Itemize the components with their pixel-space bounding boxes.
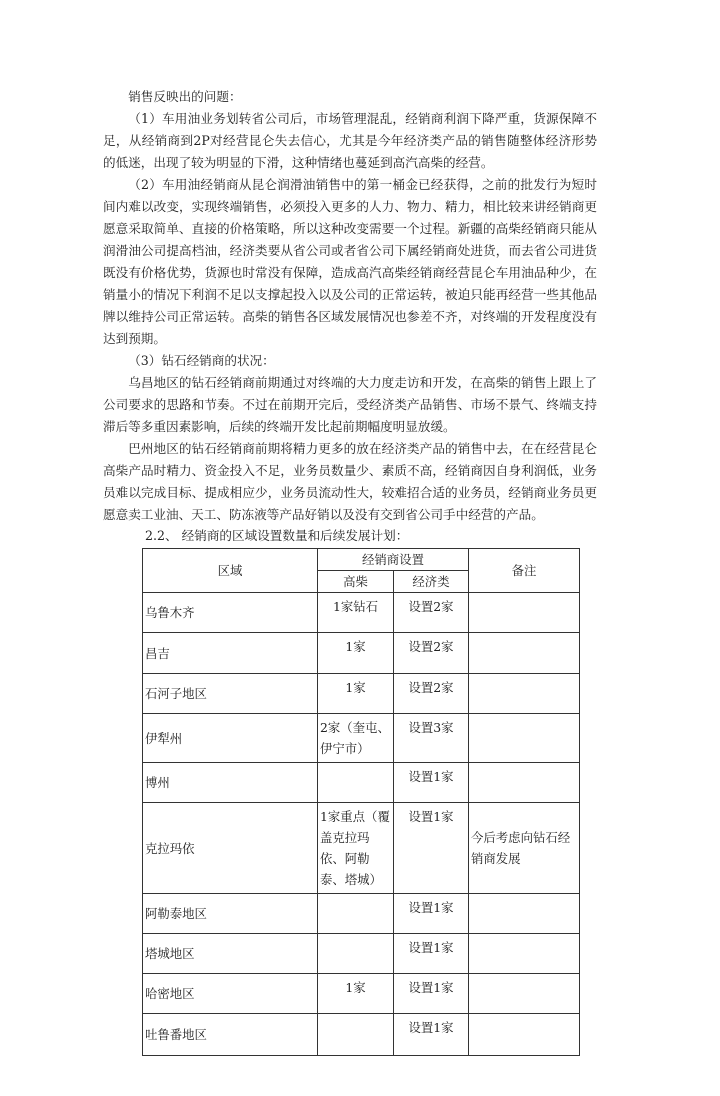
cell-high-diesel: 1家重点（覆盖克拉玛依、阿勒泰、塔城） [318, 803, 394, 894]
header-remarks: 备注 [469, 549, 580, 593]
cell-economy: 设置3家 [394, 714, 469, 763]
cell-high-diesel [318, 894, 394, 934]
cell-remarks [469, 674, 580, 714]
cell-remarks [469, 633, 580, 674]
cell-economy: 设置2家 [394, 633, 469, 674]
cell-high-diesel [318, 934, 394, 974]
paragraph: （3）钻石经销商的状况： [128, 353, 275, 368]
header-economy: 经济类 [394, 571, 469, 593]
cell-economy: 设置1家 [394, 894, 469, 934]
cell-region: 塔城地区 [143, 934, 318, 974]
cell-region: 石河子地区 [143, 674, 318, 714]
cell-economy: 设置1家 [394, 974, 469, 1014]
table-row [143, 714, 580, 763]
cell-economy: 设置2家 [394, 593, 469, 633]
cell-high-diesel [318, 1014, 394, 1056]
cell-remarks [469, 894, 580, 934]
cell-region: 博州 [143, 763, 318, 803]
document-body [103, 0, 597, 1096]
cell-region: 乌鲁木齐 [143, 593, 318, 633]
table-row [143, 674, 580, 714]
table-row [143, 763, 580, 803]
paragraph-heading: 销售反映出的问题： [128, 89, 242, 104]
cell-economy: 设置2家 [394, 674, 469, 714]
paragraph: （2）车用油经销商从昆仑润滑油销售中的第一桶金已经获得，之前的批发行为短时间内难以改变，实现终端销售，必须投入更多的人力、物力、精力，相比较来讲经销商更愿意采取简单、直接的价格策略，所以这种改变需要一个过程。新疆的高柴经销商只能从润滑油公司提高档油，经济类要从省公司或者省公司下属经销商处进货，而去省公司进货既没有价格优势，货源也时常没有保障，造成高汽高柴经销商经营昆仑车用油品种少，在销量小的情况下利润不足以支撑起投入以及公司的正常运转，被迫只能再经营一些其他品牌以维持公司正常运转。高柴的销售各区域发展情况也参差不齐，对终端的开发程度没有达到预期。 [103, 177, 597, 346]
dealer-region-table [142, 548, 580, 1056]
table-row [143, 803, 580, 894]
table-row [143, 633, 580, 674]
cell-remarks [469, 714, 580, 763]
cell-remarks [469, 593, 580, 633]
cell-region: 吐鲁番地区 [143, 1014, 318, 1056]
cell-economy: 设置1家 [394, 803, 469, 894]
table-row [143, 934, 580, 974]
paragraph: 乌昌地区的钻石经销商前期通过对终端的大力度走访和开发，在高柴的销售上跟上了公司要求的思路和节奏。不过在前期开完后，受经济类产品销售、市场不景气、终端支持滞后等多重因素影响，后续的终端开发比起前期幅度明显放缓。 [103, 375, 597, 434]
header-dealer-setup: 经销商设置 [318, 549, 469, 571]
cell-region: 克拉玛依 [143, 803, 318, 894]
cell-high-diesel: 1家钻石 [318, 593, 394, 633]
table-row [143, 894, 580, 934]
section-title: 2.2、 经销商的区域设置数量和后续发展计划： [145, 528, 409, 543]
cell-remarks [469, 1014, 580, 1056]
cell-region: 阿勒泰地区 [143, 894, 318, 934]
table-row [143, 974, 580, 1014]
cell-remarks [469, 934, 580, 974]
cell-economy: 设置1家 [394, 1014, 469, 1056]
cell-region: 伊犁州 [143, 714, 318, 763]
cell-high-diesel: 1家 [318, 974, 394, 1014]
table-row [143, 593, 580, 633]
header-region: 区域 [143, 549, 318, 593]
cell-region: 昌吉 [143, 633, 318, 674]
cell-high-diesel: 1家 [318, 633, 394, 674]
cell-high-diesel [318, 763, 394, 803]
cell-remarks: 今后考虑向钻石经销商发展 [469, 803, 580, 894]
paragraph: 巴州地区的钻石经销商前期将精力更多的放在经济类产品的销售中去，在在经营昆仑高柴产品时精力、资金投入不足，业务员数量少、素质不高，经销商因自身利润低，业务员难以完成目标、提成相应少，业务员流动性大，较难招合适的业务员，经销商业务员更愿意卖工业油、天工、防冻液等产品好销以及没有交到省公司手中经营的产品。 [103, 441, 597, 522]
cell-high-diesel: 2家（奎屯、伊宁市） [318, 714, 394, 763]
table-row [143, 1014, 580, 1056]
cell-remarks [469, 763, 580, 803]
cell-region: 哈密地区 [143, 974, 318, 1014]
paragraph: （1）车用油业务划转省公司后，市场管理混乱，经销商利润下降严重，货源保障不足，从经销商到2P对经营昆仑失去信心，尤其是今年经济类产品的销售随整体经济形势的低迷，出现了较为明显的下滑，这种情绪也蔓延到高汽高柴的经营。 [103, 111, 597, 170]
cell-economy: 设置1家 [394, 934, 469, 974]
cell-economy: 设置1家 [394, 763, 469, 803]
cell-high-diesel: 1家 [318, 674, 394, 714]
cell-remarks [469, 974, 580, 1014]
header-high-diesel: 高柴 [318, 571, 394, 593]
